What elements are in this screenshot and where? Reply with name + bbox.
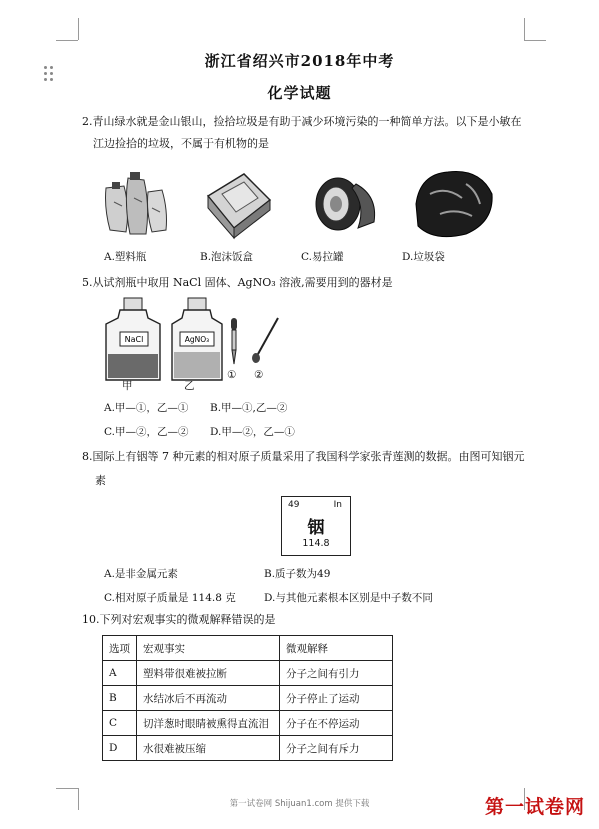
q2-option-d[interactable]: D.垃圾袋	[402, 251, 445, 263]
bottle-yi-label: AgNO₃	[184, 335, 210, 344]
garbage-bag-photo	[410, 164, 496, 244]
table-cell: 分子之间有斥力	[280, 736, 393, 761]
medicine-spoon-icon	[248, 314, 284, 366]
tool-1-caption: ①	[227, 369, 237, 381]
table-cell: 切洋葱时眼睛被熏得直流泪	[137, 711, 280, 736]
q8-option-d[interactable]: D.与其他元素根本区别是中子数不同	[264, 592, 433, 604]
element-name: 铟	[307, 518, 325, 538]
table-row[interactable]	[103, 661, 393, 686]
crop-mark	[56, 40, 78, 41]
q2-option-a[interactable]: A.塑料瓶	[104, 251, 147, 263]
can-photo	[308, 166, 382, 240]
table-header-cell: 微观解释	[280, 636, 393, 661]
crop-mark	[56, 788, 78, 789]
table-cell: 水结冰后不再流动	[137, 686, 280, 711]
table-cell: 水很难被压缩	[137, 736, 280, 761]
table-cell: 分子之间有引力	[280, 661, 393, 686]
q8-option-c[interactable]: C.相对原子质量是 114.8 克	[104, 592, 236, 604]
page-title: 浙江省绍兴市2018年中考	[204, 52, 395, 70]
table-header-row	[103, 636, 393, 661]
table-row[interactable]	[103, 736, 393, 761]
question-5-stem: 5.从试剂瓶中取用 NaCl 固体、AgNO₃ 溶液,需要用到的器材是	[82, 276, 393, 289]
element-symbol: In	[333, 500, 342, 510]
element-card	[281, 496, 351, 556]
table-cell: B	[103, 686, 137, 711]
page-subtitle: 化学试题	[267, 84, 332, 102]
crop-mark	[524, 40, 546, 41]
q5-option-c[interactable]: C.甲—②，乙—②	[104, 426, 189, 438]
bottle-jia-caption: 甲	[122, 380, 133, 392]
table-row[interactable]	[103, 711, 393, 736]
site-brand-logo[interactable]: 第一试卷网	[484, 796, 585, 818]
table-header-cell: 宏观事实	[137, 636, 280, 661]
q8-option-a[interactable]: A.是非金属元素	[104, 568, 178, 580]
atomic-mass: 114.8	[302, 538, 330, 549]
crop-mark	[524, 18, 525, 40]
bottle-yi-caption: 乙	[184, 380, 195, 392]
bottle-jia-label: NaCl	[124, 335, 144, 344]
q5-option-b[interactable]: B.甲—①,乙—②	[210, 402, 288, 414]
crop-mark	[78, 18, 79, 40]
table-cell: C	[103, 711, 137, 736]
atomic-number: 49	[288, 500, 300, 510]
table-header-cell: 选项	[103, 636, 137, 661]
question-10-stem: 10.下列对宏观事实的微观解释错误的是	[82, 613, 276, 626]
foam-lunchbox-photo	[200, 166, 276, 242]
table-cell: 分子在不停运动	[280, 711, 393, 736]
table-cell: 分子停止了运动	[280, 686, 393, 711]
dropper-icon	[226, 316, 242, 368]
q2-option-c[interactable]: C.易拉罐	[301, 251, 344, 263]
q5-option-d[interactable]: D.甲—②，乙—①	[210, 426, 295, 438]
table-row[interactable]	[103, 686, 393, 711]
question-2-stem: 2.青山绿水就是金山银山，捡拾垃圾是有助于减少环境污染的一种简单方法。以下是小敏在 江边捡拾的垃圾，不属于有机物的是	[82, 115, 522, 150]
reagent-bottle-yi	[168, 296, 226, 388]
q8-option-b[interactable]: B.质子数为49	[264, 568, 331, 580]
tool-2-caption: ②	[254, 369, 264, 381]
q5-option-a[interactable]: A.甲—①，乙—①	[104, 402, 189, 414]
reagent-bottle-jia	[102, 296, 164, 388]
page-footer: 第一试卷网 Shijuan1.com 提供下载	[229, 799, 370, 809]
table-cell: A	[103, 661, 137, 686]
question-10-table	[102, 635, 393, 761]
table-cell: 塑料带很难被拉断	[137, 661, 280, 686]
table-cell: D	[103, 736, 137, 761]
question-8-stem: 8.国际上有铟等 7 种元素的相对原子质量采用了我国科学家张青莲测的数据。由图可知铟元 素	[82, 450, 525, 487]
q2-option-b[interactable]: B.泡沫饭盒	[200, 251, 254, 263]
plastic-bottles-photo	[100, 168, 172, 240]
